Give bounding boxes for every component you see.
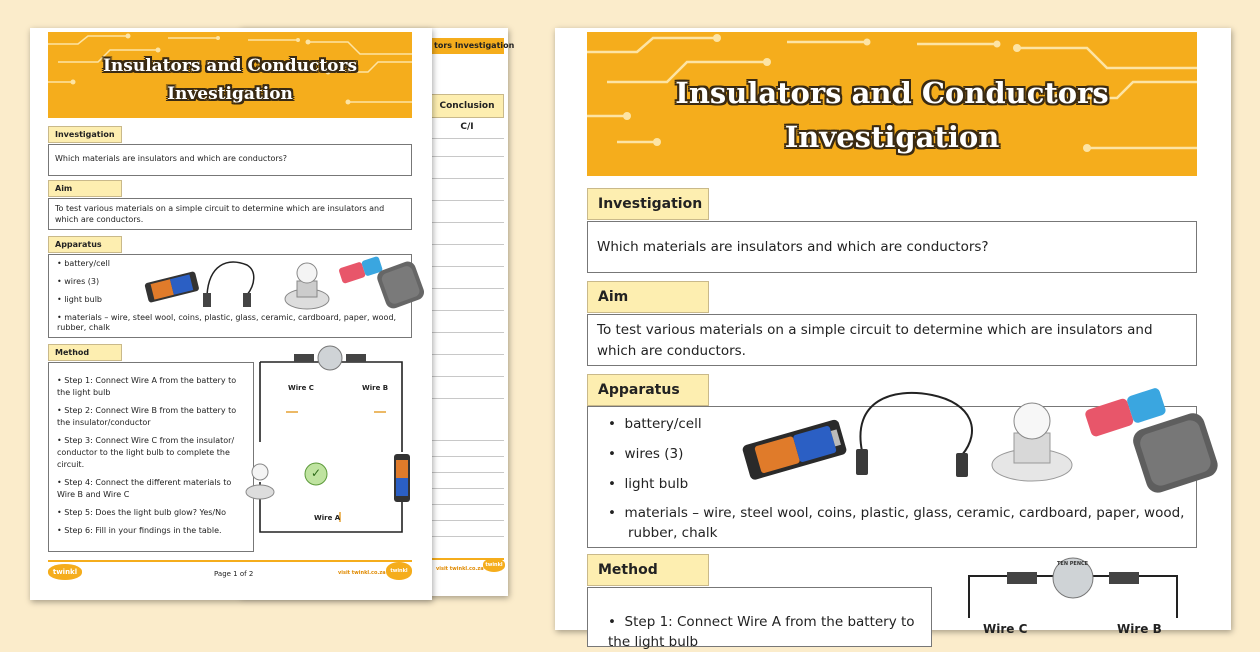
page-number: Page 1 of 2 [214,570,254,578]
list-item: • light bulb [608,476,689,492]
table-row [430,504,504,505]
table-row [430,488,504,489]
table-row [430,222,504,223]
list-item: • Step 4: Connect the different materials to Wire B and Wire C [57,478,232,499]
table-row [430,200,504,201]
table-row [430,398,504,399]
list-item: • light bulb [57,295,102,304]
wires-icon [856,393,972,477]
page-title-line2: Investigation [167,84,293,104]
list-item: • materials – wire, steel wool, coins, plastic, glass, ceramic, cardboard, paper, wood, rubber, chalk [57,313,397,332]
page-title-large: Insulators and Conductors [675,76,1109,110]
apparatus-images-icon [732,381,1212,481]
title-banner [48,32,412,118]
section-label-aim: Aim [587,281,709,313]
table-row [430,536,504,537]
investigation-text: Which materials are insulators and which are conductors? [597,239,989,255]
investigation-box [48,144,412,176]
table-row [430,332,504,333]
list-item: • Step 1: Connect Wire A from the battery to the light bulb [57,376,237,397]
apparatus-images-icon [137,255,427,315]
wire-b-label: Wire B [362,384,389,392]
table-row [430,354,504,355]
wire-c-label: Wire C [983,622,1028,636]
list-item: • Step 6: Fill in your findings in the table. [57,526,222,535]
method-box [587,587,932,650]
aim-box [587,314,1197,366]
list-item: • Step 3: Connect Wire C from the insulator/ conductor to the light bulb to complete the circuit. [57,436,235,469]
table-row [430,472,504,473]
aim-text: To test various materials on a simple circuit to determine which are insulators and which are conductors. [55,204,385,224]
circuit-diagram [246,342,416,542]
method-box [48,362,254,552]
coin-text: TEN PENCE [1057,561,1089,567]
table-row [430,440,504,441]
aim-box [48,198,412,230]
table-row [430,376,504,377]
page-title-large-line2: Investigation [784,120,1000,154]
list-item: • Step 1: Connect Wire A from the battery to the light bulb [608,614,915,650]
table-row [430,178,504,179]
footer-bar [48,560,412,562]
table-row [430,138,504,139]
section-label-method: Method [48,344,122,361]
conclusion-cell: C/I [460,122,474,132]
section-label-investigation: Investigation [587,188,709,220]
table-row [430,266,504,267]
check-icon: ✓ [311,466,322,480]
footer-url: visit twinkl.co.za [338,570,386,576]
twinkl-logo-right: twinkl [386,562,412,580]
table-row [430,156,504,157]
bulb-icon [246,485,274,499]
investigation-text: Which materials are insulators and which are conductors? [55,154,288,163]
list-item: • Step 5: Does the light bulb glow? Yes/No [57,508,226,517]
back-page-header: tors Investigation [430,38,504,54]
wire-c-label: Wire C [288,384,314,392]
table-row [430,244,504,245]
section-label-apparatus: Apparatus [587,374,709,406]
section-label-investigation: Investigation [48,126,122,143]
page-one-zoom [555,28,1231,650]
section-label-apparatus: Apparatus [48,236,122,253]
apparatus-box [48,254,412,338]
list-item: • wires (3) [608,446,684,462]
page-one-thumbnail [30,28,432,600]
wire-b-label: Wire B [1117,622,1162,636]
section-label-aim: Aim [48,180,122,197]
table-row [430,288,504,289]
list-item: • wires (3) [57,277,100,286]
coin-icon [318,346,342,370]
apparatus-box [587,406,1197,548]
battery-icon [742,419,848,481]
circuit-diagram [963,560,1183,620]
back-footer-url: visit twinkl.co.za [436,566,484,572]
table-row [430,310,504,311]
wire-a-label: Wire A [314,514,341,522]
page-title: Insulators and Conductors [102,56,358,76]
title-banner-large [587,32,1197,176]
table-row [430,456,504,457]
twinkl-logo: twinkl [483,558,505,572]
twinkl-logo: twinkl [48,564,82,580]
table-row [430,520,504,521]
list-item: • battery/cell [608,416,702,432]
list-item: • materials – wire, steel wool, coins, plastic, glass, ceramic, cardboard, paper, wood, rubber, chalk [608,505,1185,541]
list-item: • Step 2: Connect Wire B from the battery to the insulator/conductor [57,406,237,427]
light-bulb-icon [992,403,1072,481]
investigation-box [587,221,1197,273]
list-item: • battery/cell [57,259,110,268]
aim-text: To test various materials on a simple circuit to determine which are insulators and which are conductors. [597,322,1153,359]
conclusion-column-header: Conclusion [430,94,504,118]
section-label-method: Method [587,554,709,586]
